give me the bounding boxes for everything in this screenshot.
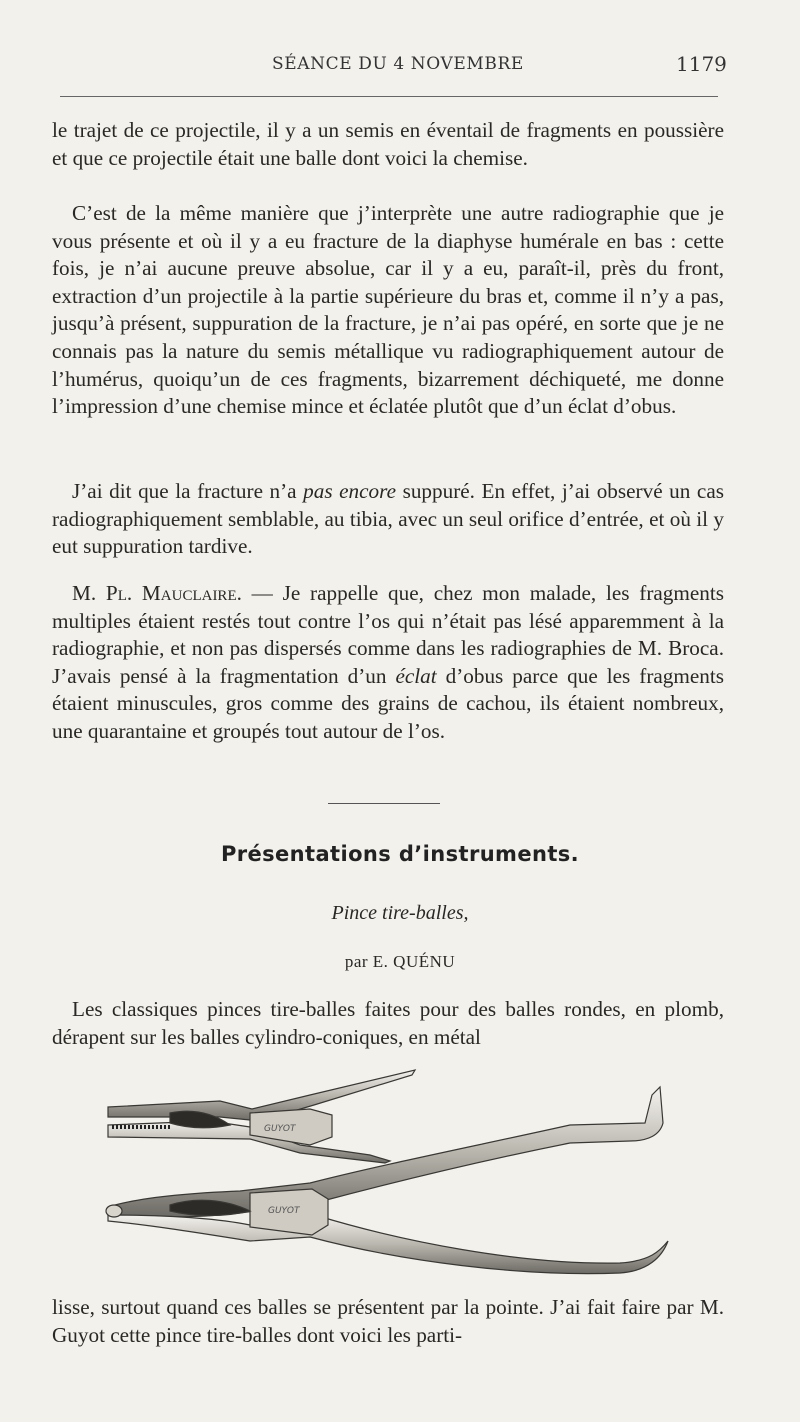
- paragraph-3: [52, 478, 724, 561]
- stamp-upper: GUYOT: [264, 1124, 296, 1134]
- paragraph-3-text-a: J’ai dit que la fracture n’a: [72, 479, 304, 503]
- speaker-prefix: M.: [72, 581, 106, 605]
- paragraph-3-emphasis: pas encore: [303, 479, 397, 503]
- paragraph-5: Les classiques pinces tire-balles faites pour des balles rondes, en plomb, dérapent sur les balles cylindro-coniques, en métal: [52, 997, 724, 1049]
- forceps-upper: [108, 1070, 415, 1163]
- running-header: [0, 52, 800, 80]
- paragraph-4: [52, 580, 724, 746]
- header-title: SÉANCE DU 4 NOVEMBRE: [272, 54, 524, 74]
- stamp-lower: GUYOT: [268, 1206, 300, 1216]
- speaker-name: Pl. Mauclaire.: [105, 581, 242, 605]
- paragraph-4-emphasis: éclat: [395, 663, 437, 688]
- paragraph-4-text-a: — Je rappelle que, chez mon malade, les fragments multiples étaient restés tout contre l’os qui n’était pas lésé apparemment à la radiographie, et non pas dispersés comme dans les radiographies de M. Broca. J’avais pensé à la fragmentation d’un: [52, 581, 724, 688]
- paragraph-4-text-b: d’obus parce que les fragments étaient minuscules, gros comme des grains de cachou, ils étaient nombreux, une quarantaine et groupés tout autour de l’os.: [52, 663, 724, 743]
- paragraph-6: lisse, surtout quand ces balles se présentent par la pointe. J’ai fait faire par M. Guyot cette pince tire-balles dont voici les parti-: [52, 1295, 724, 1347]
- header-rule: [60, 96, 718, 97]
- page-number: 1179: [676, 52, 727, 76]
- paragraph-2: C’est de la même manière que j’interprète une autre radiographie que je vous présente et où il y a eu fracture de la diaphyse humérale en bas : cette fois, je n’ai aucune preuve absolue, car il y a eu, paraît-il, près du front, extraction d’un projectile à la partie supérieure du bras et, comme il n’y a pas, jusqu’à présent, suppuration de la fracture, je n’ai pas opéré, en sorte que je ne connais pas la nature du semis métallique vu radiographiquement autour de l’humérus, quoiqu’un de ces fragments, bizarrement déchiqueté, me donne l’impression d’une chemise mince et éclatée plutôt que d’un éclat d’obus.: [52, 201, 724, 419]
- article-title: Pince tire-balles,: [331, 902, 469, 924]
- section-separator: [328, 803, 440, 804]
- forceps-illustration: [100, 1065, 680, 1280]
- section-title: Présentations d’instruments.: [220, 842, 580, 866]
- paragraph-3-text-b: suppuré. En effet, j’ai observé un cas radiographiquement semblable, au tibia, avec un seul orifice d’entrée, et où il y eut suppuration tardive.: [52, 479, 724, 559]
- paragraph-1: le trajet de ce projectile, il y a un semis en éventail de fragments en poussière et que ce projectile était une balle dont voici la chemise.: [52, 118, 724, 170]
- author-byline: par E. QUÉNU: [344, 952, 456, 971]
